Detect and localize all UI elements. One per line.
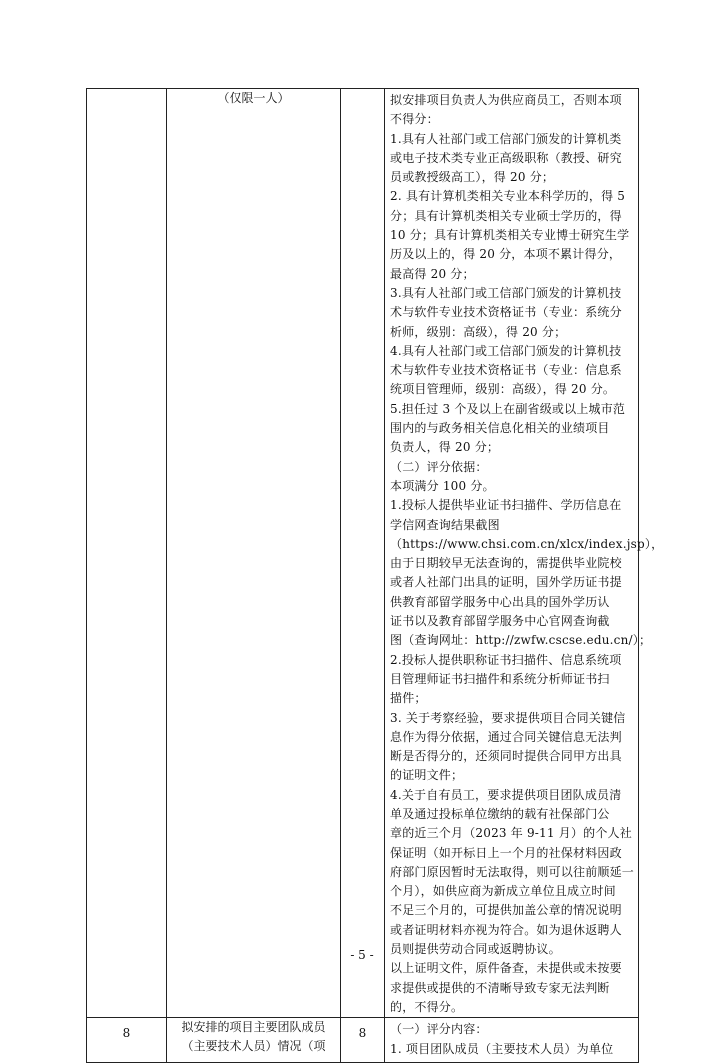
scoring-line: 历及以上的，得 20 分，本项不累计得分， [390,247,622,262]
scoring-line: 求提供或提供的不清晰导致专家无法判断 [390,980,610,995]
max-points: 8 [358,1026,367,1041]
scoring-line: 员或教授级高工），得 20 分； [390,170,555,185]
scoring-line: 目管理师证书扫描件和系统分析师证书扫 [390,671,610,686]
cell-number [87,89,167,1018]
scoring-line: 单及通过投标单位缴纳的载有社保部门公 [390,806,610,821]
scoring-line: 1.具有人社部门或工信部门颁发的计算机类 [390,131,622,146]
scoring-text [390,1020,632,1059]
scoring-line: 以上证明文件，原件备查，未提供或未按要 [390,961,622,976]
scoring-line: 分；具有计算机类相关专业硕士学历的，得 [390,208,622,223]
scoring-line: 供教育部留学服务中心出具的国外学历认 [390,594,610,609]
cell-number [87,1018,167,1063]
scoring-line: 本项满分 100 分。 [390,478,495,493]
scoring-line: （一）评分内容： [390,1022,488,1037]
scoring-line: 的证明文件； [390,768,464,783]
scoring-line: 断是否得分的，还须同时提供合同甲方出具 [390,749,622,764]
scoring-line: 不得分： [390,112,439,127]
scoring-line: （二）评分依据： [390,459,488,474]
scoring-line: 拟安排项目负责人为供应商员工，否则本项 [390,93,622,107]
scoring-line: （https://www.chsi.com.cn/xlcx/index.jsp）， [390,536,664,551]
scoring-line: 3. 关于考察经验，要求提供项目合同关键信 [390,710,626,725]
scoring-line: 由于日期较早无法查询的，需提供毕业院校 [390,556,622,571]
cell-scoring-criteria [385,89,664,1018]
scoring-line: 学信网查询结果截图 [390,517,500,532]
scoring-line: 不足三个月的，可提供加盖公章的情况说明 [390,903,622,918]
scoring-line: 术与软件专业技术资格证书（专业：信息系 [390,363,622,378]
scoring-line: 或电子技术类专业正高级职称（教授、研究 [390,150,622,165]
cell-item [167,89,341,1018]
cell-scoring-criteria [385,1018,639,1063]
scoring-line: 2. 具有计算机类相关专业本科学历的，得 5 [390,189,626,204]
table-row [87,89,639,1018]
table-row [87,1018,639,1063]
scoring-line: 图（查询网址：http://zwfw.cscse.edu.cn/）； [390,633,652,648]
scoring-table [86,88,664,1063]
item-note: （仅限一人） [217,91,290,105]
scoring-line: 1. 项目团队成员（主要技术人员）为单位 [390,1041,614,1056]
scoring-line: 统项目管理师，级别：高级），得 20 分。 [390,382,616,397]
scoring-line: 最高得 20 分； [390,266,475,281]
row-number: 8 [122,1026,131,1041]
scoring-line: 围内的与政务相关信息化相关的业绩项目 [390,421,610,436]
item-name-line: （主要技术人员）情况（项 [181,1039,326,1054]
scoring-line: 或者证明材料亦视为符合。如为退休返聘人 [390,922,622,937]
cell-points [341,1018,385,1063]
scoring-line: 4.关于自有员工，要求提供项目团队成员清 [390,787,622,802]
scoring-line: 证书以及教育部留学服务中心官网查询截 [390,614,610,629]
scoring-line: 析师，级别：高级），得 20 分； [390,324,567,339]
scoring-line: 10 分；具有计算机类相关专业博士研究生学 [390,228,630,243]
scoring-line: 4.具有人社部门或工信部门颁发的计算机技 [390,343,622,358]
scoring-line: 员则提供劳动合同或返聘协议。 [390,942,561,957]
scoring-line: 或者人社部门出具的证明，国外学历证书提 [390,575,622,590]
scoring-line: 保证明（如开标日上一个月的社保材料因政 [390,845,622,860]
scoring-line: 负责人，得 20 分； [390,440,500,455]
scoring-line: 描件； [390,691,427,706]
cell-item [167,1018,341,1063]
scoring-line: 1.投标人提供毕业证书扫描件、学历信息在 [390,498,622,513]
item-name-line: 拟安排的项目主要团队成员 [181,1020,326,1035]
page-number: - 5 - [350,948,374,962]
scoring-line: 的，不得分。 [390,999,464,1014]
scoring-line: 府部门原因暂时无法取得，则可以往前顺延一 [390,864,635,879]
scoring-line: 2.投标人提供职称证书扫描件、信息系统项 [390,652,622,667]
scoring-line: 术与软件专业技术资格证书（专业：系统分 [390,305,622,320]
scoring-line: 个月），如供应商为新成立单位且成立时间 [390,884,616,899]
scoring-text [390,91,664,1017]
scoring-line: 章的近三个月（2023 年 9-11 月）的个人社 [390,826,632,841]
scoring-line: 息作为得分依据，通过合同关键信息无法判 [390,729,622,744]
scoring-line: 3.具有人社部门或工信部门颁发的计算机技 [390,285,622,300]
cell-points [341,89,385,1018]
scoring-line: 5.担任过 3 个及以上在副省级或以上城市范 [390,401,626,416]
